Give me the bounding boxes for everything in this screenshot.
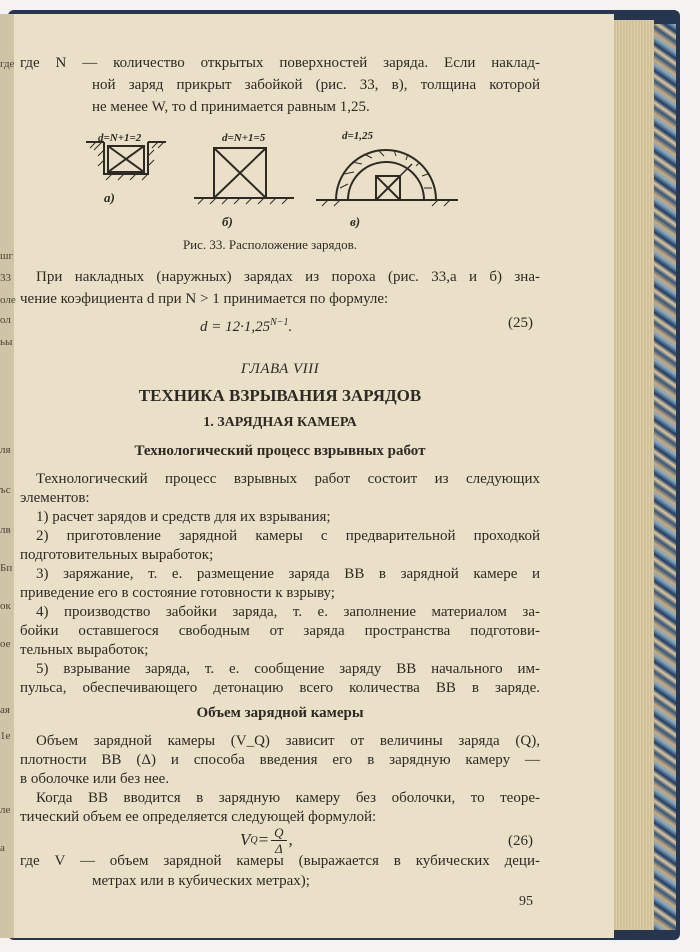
text-line: метрах или в кубических метрах); [92,873,310,889]
text-line: пульса, обеспечивающего детонацию всего количества ВВ в заряде. [20,680,540,696]
section-title: 1. ЗАРЯДНАЯ КАМЕРА [203,415,357,430]
formula-26-end: , [288,830,293,849]
prev-page-fragment: ъс [0,484,11,496]
figure-caption: Рис. 33. Расположение зарядов. [182,237,358,252]
formula-26-lhs: V [240,830,251,849]
text-line: плотности ВВ (Δ) и способа введения его в зарядную камеру — [20,752,540,768]
prev-page-fragment: а [0,842,5,854]
charge-placement-diagram [86,128,466,238]
text-line: ной заряд прикрыт забойкой (рис. 33, в), толщина которой [92,77,540,93]
diagram-a [86,142,166,180]
subsection-title-2: Объем зарядной камеры [196,705,364,721]
formula-25-body: d = 12·1,25 [200,319,271,335]
text-line: подготовительных выработок; [20,547,214,563]
text-line: Технологический процесс взрывных работ состоит из следующих [36,471,540,487]
text-line: не менее W, то d принимается равным 1,25. [92,99,370,115]
prev-page-fragment: Бп [0,562,13,574]
text-line: элементов: [20,490,90,506]
text-line: приведение его в состояние готовности к взрыву; [20,585,335,601]
text-line: где N — количество открытых поверхностей заряда. Если наклад- [20,55,540,71]
fraction-numerator: Q [271,825,286,841]
prev-page-fragment: ля [0,444,11,456]
prev-page-fragment: лв [0,524,11,536]
formula-25-exponent: N−1 [270,317,289,328]
diagram-b [194,148,294,204]
figure-sublabel-a: а) [104,190,115,205]
list-item: 4) производство забойки заряда, т. е. заполнение материалом за- [36,604,540,620]
prev-page-fragment: ьы [0,336,13,348]
chapter-label: ГЛАВА VIII [240,361,320,377]
text-line: чение коэфициента d при N > 1 принимается по формуле: [20,291,389,307]
page-number: 95 [519,894,533,909]
prev-page-fragment: оле [0,294,16,306]
formula-26-fraction [271,825,286,856]
prev-page-fragment: ле [0,804,11,816]
figure-label-b: d=N+1=5 [222,132,266,144]
chapter-title: ТЕХНИКА ВЗРЫВАНИЯ ЗАРЯДОВ [138,386,422,405]
formula-25-end: . [288,319,293,335]
prev-page-fragment: 1е [0,730,11,742]
text-line: Когда ВВ вводится в зарядную камеру без оболочки, то теоре- [36,790,540,806]
prev-page-fragment: ое [0,638,11,650]
text-line: где V — объем зарядной камеры (выражается в кубических деци- [20,853,540,869]
list-item: 2) приготовление зарядной камеры с предварительной проходкой [36,528,540,544]
text-line: Объем зарядной камеры (V_Q) зависит от величины заряда (Q), [36,733,540,749]
prev-page-fragment: шг [0,250,13,262]
marbled-edge [654,24,676,930]
figure-label-a: d=N+1=2 [98,132,142,144]
prev-page-fragment: ок [0,600,11,612]
book-page [0,14,614,938]
list-item: 3) заряжание, т. е. размещение заряда ВВ в зарядной камере и [36,566,540,582]
figure-sublabel-b: б) [222,214,233,229]
prev-page-fragment: ая [0,704,10,716]
text-line: бойки оставшегося свободным от заряда пространства подготови- [20,623,540,639]
formula-26-number: (26) [508,833,533,849]
diagram-c [316,150,458,206]
text-line: При накладных (наружных) зарядах из пороха (рис. 33,а и б) зна- [36,269,540,285]
text-line: тельных выработок; [20,642,149,658]
figure-sublabel-c: в) [350,214,361,229]
figure-label-c: d=1,25 [342,130,374,142]
list-item: 1) расчет зарядов и средств для их взрывания; [36,509,331,525]
text-line: тический объем ее определяется следующей формулой: [20,809,377,825]
prev-page-fragment: 33 [0,272,11,284]
page-edges [612,20,654,930]
list-item: 5) взрывание заряда, т. е. сообщение заряду ВВ начального им- [36,661,540,677]
formula-25-number: (25) [508,315,533,331]
prev-page-fragment: где [0,58,15,70]
formula-26-equals: = [257,830,270,849]
fraction-denominator: Δ [274,840,283,856]
prev-page-fragment: ол [0,314,11,326]
formula-25 [200,314,292,336]
previous-page-strip [0,14,14,938]
formula-26-subscript: Q [250,834,258,846]
text-line: в оболочке или без нее. [20,771,170,787]
subsection-title: Технологический процесс взрывных работ [134,443,426,459]
